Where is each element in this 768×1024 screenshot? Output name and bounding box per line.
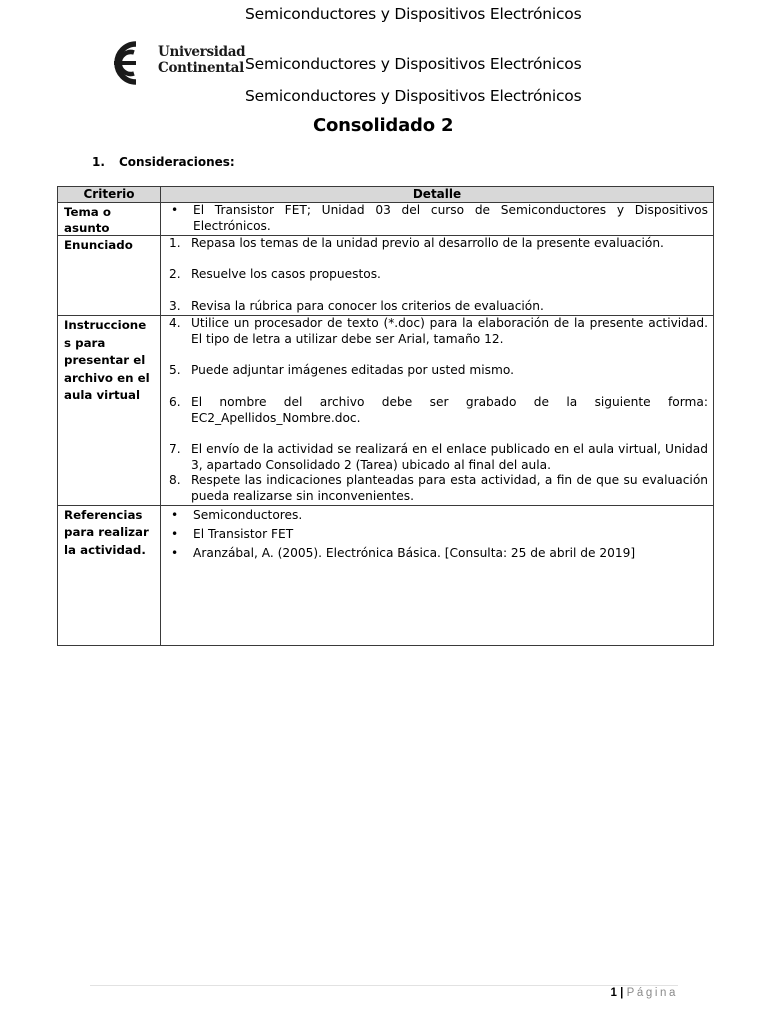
page-number: 1 <box>610 987 617 999</box>
list-item: 1. Repasa los temas de la unidad previo al desarrollo de la presente evaluación. <box>169 235 664 250</box>
table-row-referencias <box>58 505 714 645</box>
page-footer: 1 | Página <box>610 987 678 999</box>
list-item: • Aranzábal, A. (2005). Electrónica Básica. [Consulta: 25 de abril de 2019] <box>171 545 636 560</box>
running-header-2: Semiconductores y Dispositivos Electrónicos <box>245 55 582 73</box>
header-detalle: Detalle <box>161 187 714 203</box>
list-item: • El Transistor FET; Unidad 03 del curso de Semiconductores y Dispositivos Electrónicos. <box>171 203 708 233</box>
detail-enunciado <box>161 235 714 316</box>
footer-divider <box>90 985 678 986</box>
criterion-tema: Tema o asunto <box>58 203 161 236</box>
table-row-enunciado <box>58 235 714 316</box>
detail-instrucciones <box>161 316 714 505</box>
header-criterio: Criterio <box>58 187 161 203</box>
detail-tema <box>161 203 714 236</box>
considerations-table <box>57 186 714 646</box>
section-heading: 1. Consideraciones: <box>92 155 235 169</box>
table-row-instrucciones <box>58 316 714 505</box>
running-header-1: Semiconductores y Dispositivos Electrónicos <box>245 5 582 23</box>
list-item: • Semiconductores. <box>171 507 303 522</box>
criterion-enunciado: Enunciado <box>58 235 161 316</box>
running-header-3: Semiconductores y Dispositivos Electrónicos <box>245 87 582 105</box>
list-item: 8. Respete las indicaciones planteadas para esta actividad, a fin de que su evaluación pueda realizarse sin inconvenientes. <box>169 473 708 504</box>
page-title: Consolidado 2 <box>313 115 454 136</box>
criterion-referencias: Referencias para realizar la actividad. <box>58 505 161 645</box>
criterion-instrucciones: Instruccione s para presentar el archivo en el aula virtual <box>58 316 161 505</box>
table-header-row <box>58 187 714 203</box>
logo-wordmark: Universidad Continental <box>158 44 246 76</box>
list-item: 5. Puede adjuntar imágenes editadas por usted mismo. <box>169 363 514 378</box>
list-item: 2. Resuelve los casos propuestos. <box>169 267 381 282</box>
list-item: 7. El envío de la actividad se realizará en el enlace publicado en el aula virtual, Unidad 3, apartado Consolidado 2 (Tarea) ubicado al final del aula. <box>169 442 708 472</box>
continental-logo-icon <box>90 40 152 86</box>
detail-referencias <box>161 505 714 645</box>
list-item: 6. El nombre del archivo debe ser grabado de la siguiente forma: EC2_Apellidos_Nombre.doc. <box>169 395 708 425</box>
list-item: 3. Revisa la rúbrica para conocer los criterios de evaluación. <box>169 298 544 313</box>
page-word: Página <box>626 987 678 999</box>
table-row-tema <box>58 203 714 236</box>
list-item: • El Transistor FET <box>171 526 294 541</box>
university-logo <box>90 40 250 86</box>
list-item: 4. Utilice un procesador de texto (*.doc) para la elaboración de la presente actividad. El tipo de letra a utilizar debe ser Arial, tamaño 12. <box>169 316 708 346</box>
